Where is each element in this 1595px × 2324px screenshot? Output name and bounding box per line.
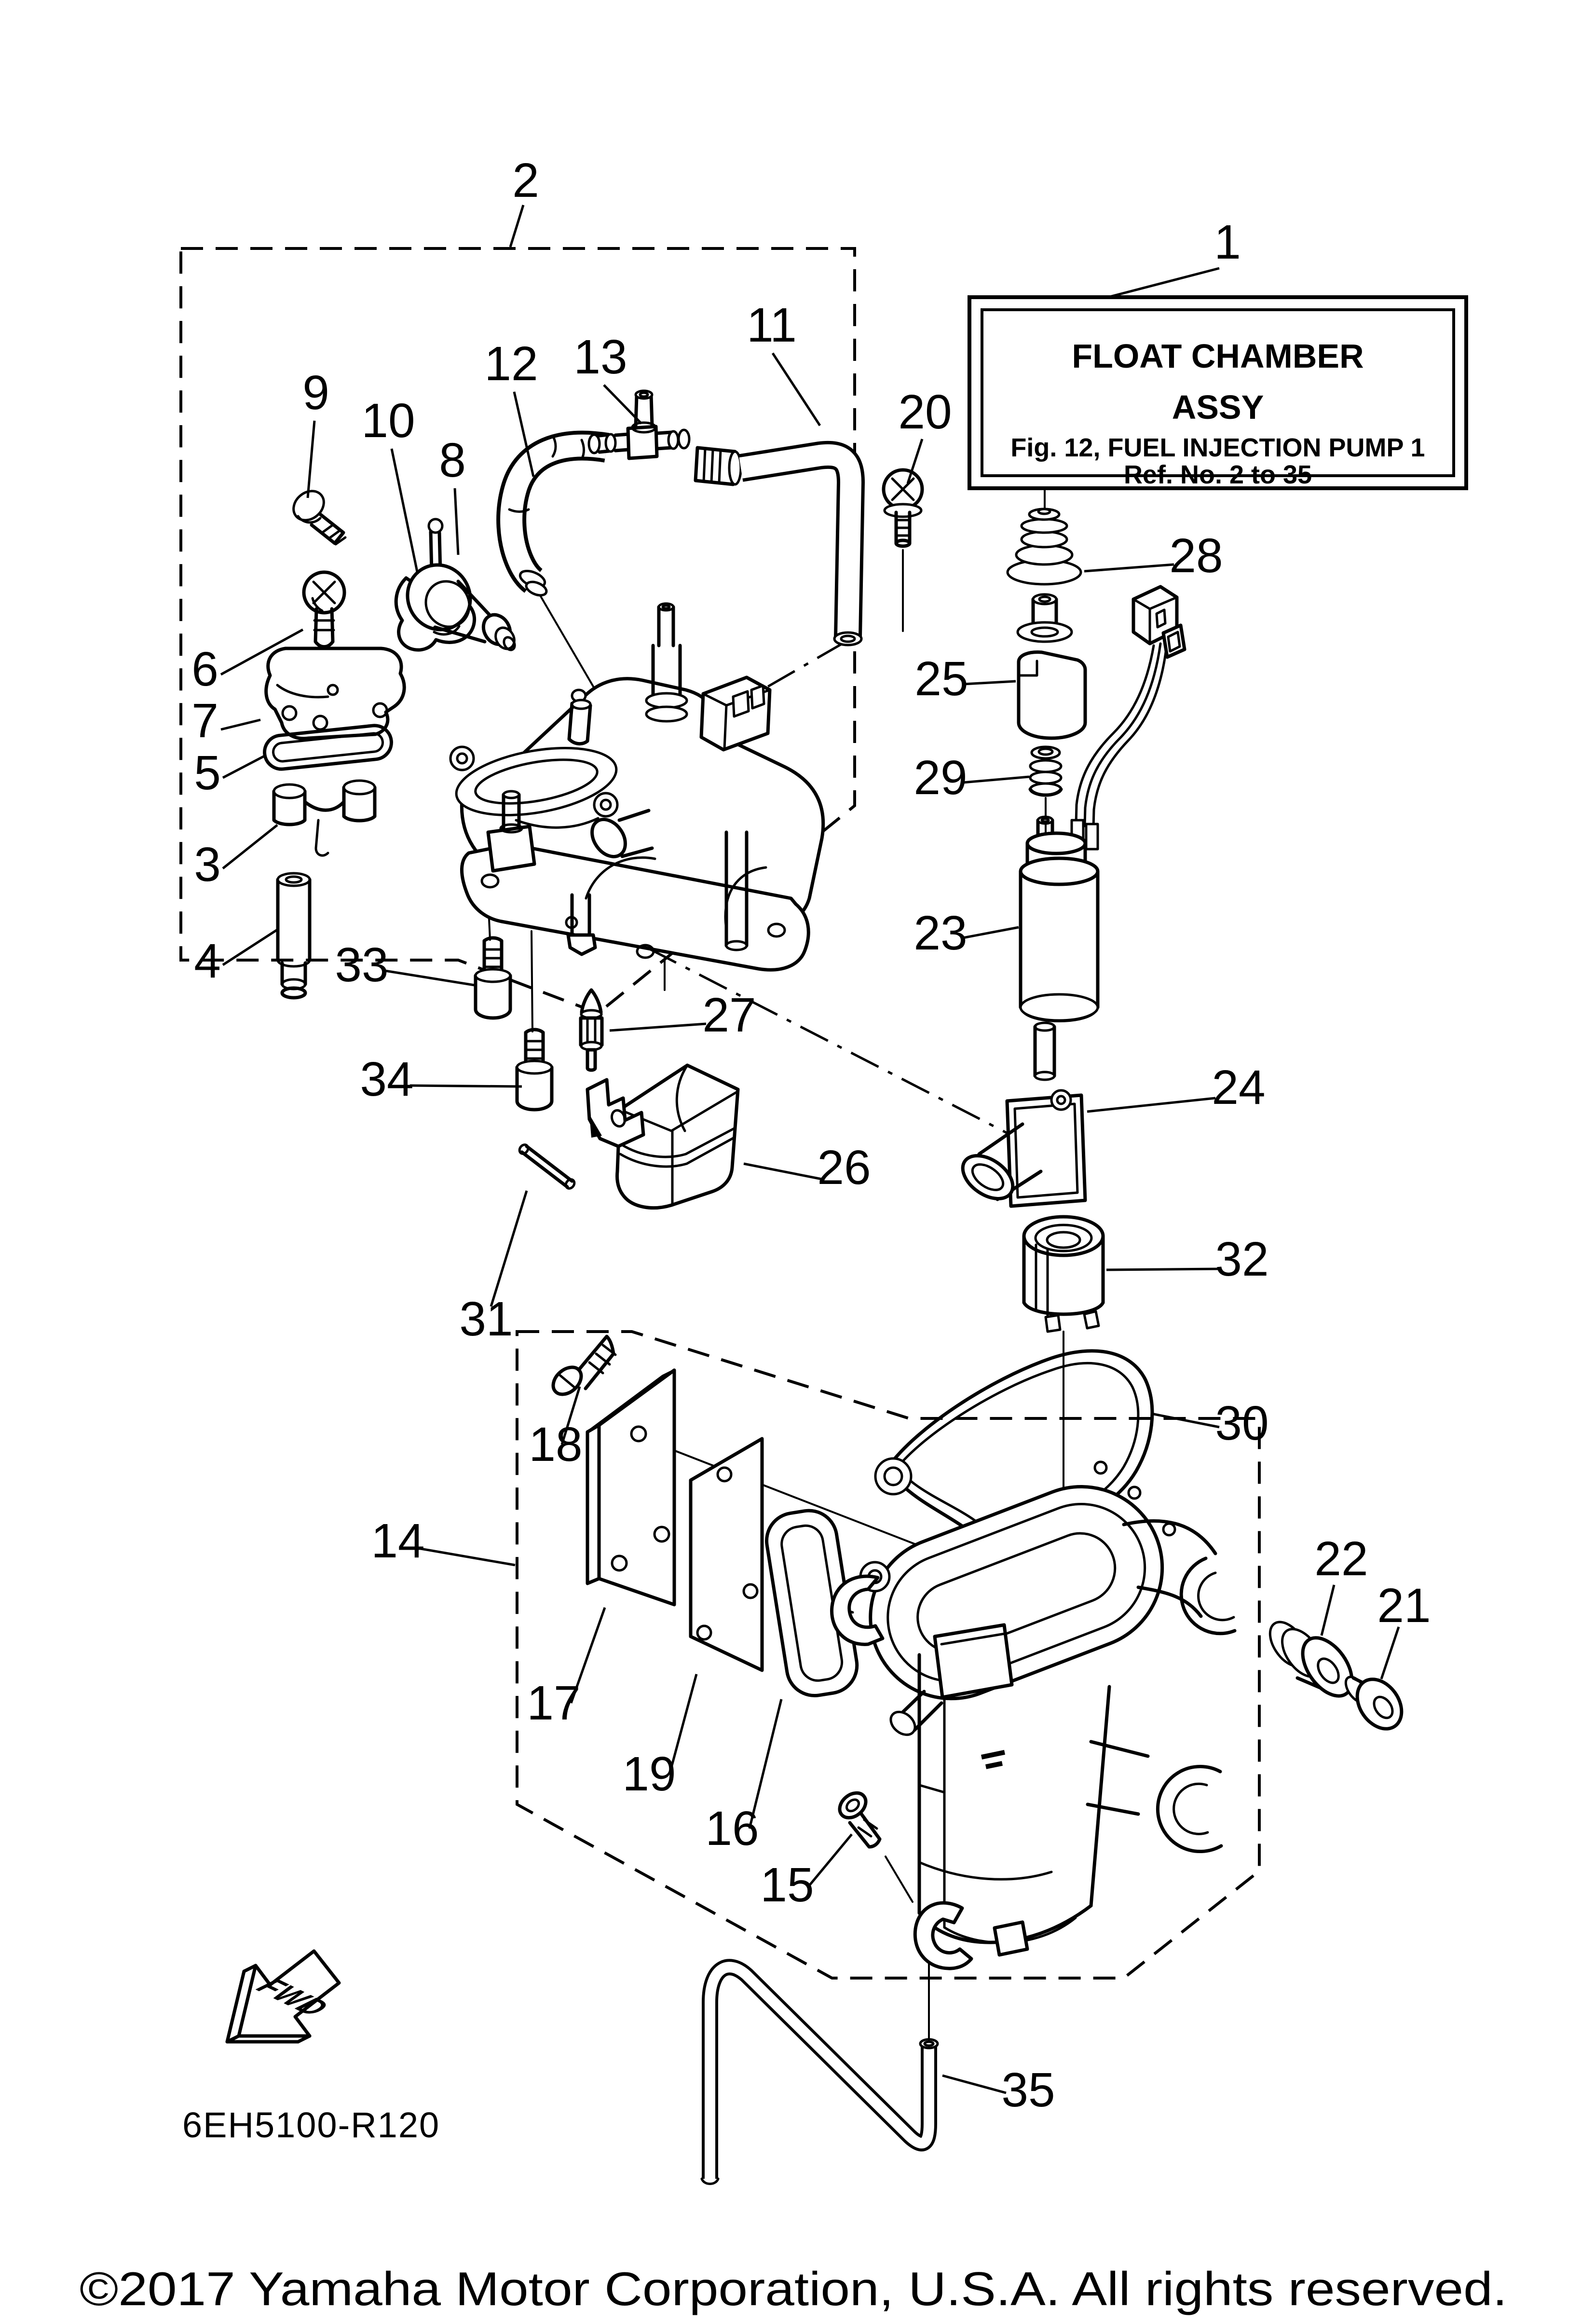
callout-35: 35: [1001, 2063, 1055, 2117]
leader-33: [385, 971, 475, 985]
leader-32: [1106, 1269, 1219, 1270]
callout-6: 6: [191, 642, 218, 696]
part-grommet-28: [1008, 509, 1081, 584]
label-line3: Fig. 12, FUEL INJECTION PUMP 1: [1010, 433, 1425, 462]
part-screw-20: [884, 470, 922, 546]
leader-21: [1381, 1627, 1399, 1679]
part-hose-12: [509, 436, 607, 598]
part-fuel-pump-23: [1021, 817, 1098, 1080]
part-screw-9: [288, 485, 345, 544]
part-screw-6: [304, 572, 344, 647]
callout-16: 16: [705, 1801, 759, 1856]
callout-1: 1: [1214, 215, 1241, 269]
callout-5: 5: [194, 746, 221, 800]
assy-label-box: [969, 297, 1466, 489]
callout-11: 11: [747, 298, 797, 352]
callout-20: 20: [898, 385, 952, 439]
callout-22: 22: [1314, 1532, 1368, 1586]
part-plug-21: [1342, 1671, 1411, 1737]
part-screw-15: [835, 1788, 880, 1847]
callout-18: 18: [529, 1417, 583, 1471]
leader-35: [942, 2076, 1006, 2093]
fwd-label: FWD: [249, 1973, 336, 2021]
leader-8: [455, 488, 458, 555]
float-chamber-body: [450, 604, 823, 970]
vapor-separator-tank: [832, 1462, 1235, 1968]
part-float-26: [587, 1065, 738, 1208]
label-line4: Ref. No. 2 to 35: [1123, 460, 1312, 489]
callout-10: 10: [361, 394, 415, 448]
label-line2: ASSY: [1172, 388, 1264, 426]
leader-3: [223, 825, 277, 868]
callout-17: 17: [527, 1676, 581, 1730]
copyright-line: ©2017 Yamaha Motor Corporation, U.S.A. All rights reserved.: [80, 2262, 1508, 2315]
leader-15: [809, 1834, 852, 1885]
part-holder-24: [955, 1090, 1085, 1208]
leader-11: [773, 353, 820, 426]
part-plate-17: [587, 1370, 674, 1605]
wire-harness-connector: [1072, 587, 1185, 849]
leader-27: [610, 1024, 706, 1031]
callout-32: 32: [1215, 1232, 1269, 1286]
part-pipe-11: [695, 448, 861, 645]
leader-10: [392, 449, 418, 574]
leader-22: [1322, 1585, 1334, 1636]
leader-30: [1151, 1414, 1219, 1427]
leader-26: [744, 1164, 822, 1179]
leader-31: [491, 1191, 527, 1306]
callout-24: 24: [1212, 1060, 1266, 1114]
part-screw-33: [476, 938, 510, 1018]
part-pin-31: [518, 1143, 576, 1190]
callout-34: 34: [360, 1052, 414, 1106]
callout-31: 31: [459, 1292, 513, 1346]
part-hose-35: [702, 1967, 938, 2184]
callout-29: 29: [913, 751, 968, 805]
leader-9: [308, 421, 314, 498]
callout-14: 14: [371, 1514, 425, 1568]
leader-7: [221, 720, 260, 729]
callout-23: 23: [913, 906, 968, 960]
callout-7: 7: [191, 694, 218, 748]
fwd-arrow: [227, 1951, 339, 2042]
tank-molded-logo: [982, 1752, 1005, 1767]
leader-24: [1087, 1098, 1215, 1112]
callout-8: 8: [439, 433, 466, 487]
callout-2: 2: [512, 153, 539, 207]
part-cover-7: [266, 648, 404, 739]
callout-9: 9: [302, 366, 329, 420]
drawing-code: 6EH5100-R120: [182, 2105, 440, 2145]
callout-15: 15: [760, 1858, 814, 1912]
callout-19: 19: [622, 1747, 676, 1801]
callout-12: 12: [484, 337, 538, 391]
part-plate-19: [691, 1439, 762, 1670]
leader-5: [223, 755, 266, 778]
callout-27: 27: [702, 988, 756, 1042]
callout-13: 13: [573, 330, 627, 384]
leader-14: [421, 1549, 515, 1565]
leader-29: [963, 777, 1029, 783]
leader-28: [1084, 564, 1174, 571]
leader-23: [963, 927, 1019, 938]
label-line1: FLOAT CHAMBER: [1072, 337, 1364, 375]
part-filter-cup-25: [1018, 594, 1085, 738]
callout-4: 4: [194, 934, 221, 988]
callout-3: 3: [194, 838, 221, 892]
callout-33: 33: [335, 938, 389, 992]
part-screw-34: [517, 1030, 552, 1110]
part-filter-4: [278, 873, 310, 998]
part-clip-3: [274, 781, 375, 855]
leader-1: [1108, 268, 1219, 297]
leader-2: [510, 205, 523, 247]
callout-26: 26: [817, 1141, 871, 1195]
leader-25: [964, 681, 1016, 684]
callout-25: 25: [914, 652, 968, 706]
part-needle-valve-27: [581, 990, 602, 1070]
callout-21: 21: [1377, 1579, 1431, 1633]
centerline-pipe-to-body: [762, 643, 844, 690]
part-screw-18: [548, 1336, 615, 1400]
part-damper-32: [1024, 1217, 1103, 1332]
callout-30: 30: [1215, 1396, 1269, 1450]
callout-28: 28: [1169, 529, 1223, 583]
